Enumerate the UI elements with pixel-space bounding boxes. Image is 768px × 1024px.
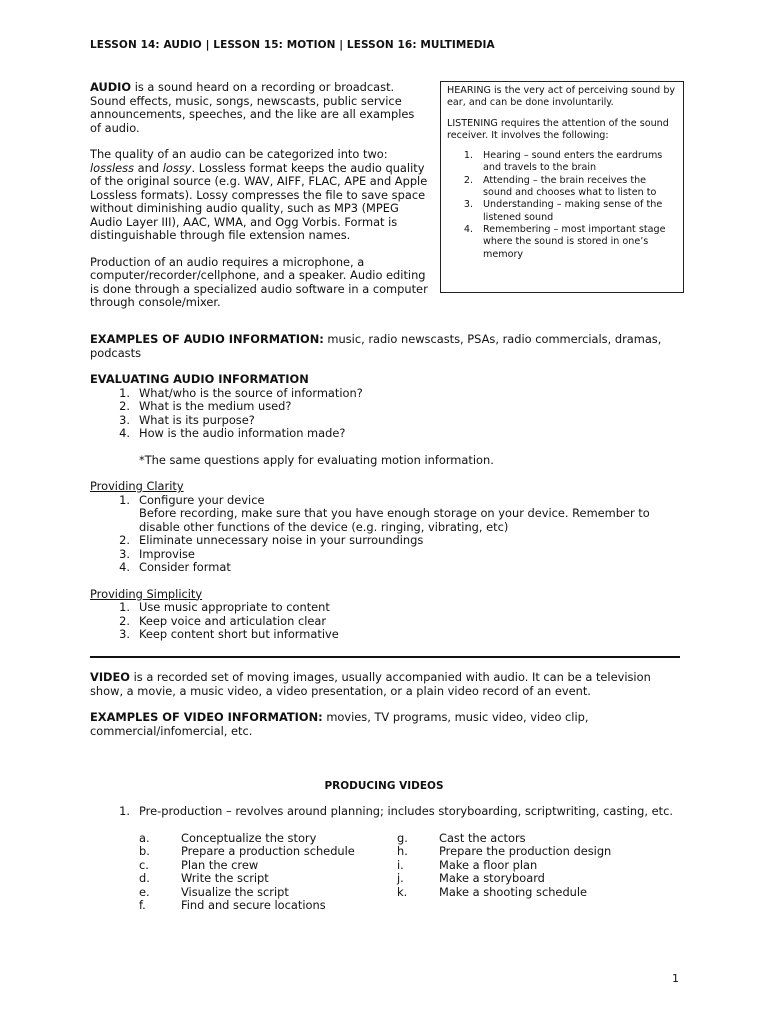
simplicity-list: [90, 601, 680, 642]
examples-video-label: EXAMPLES OF VIDEO INFORMATION:: [90, 710, 323, 724]
audio-examples-section: [90, 333, 680, 642]
preproduction-step: e. Visualize the script: [139, 884, 289, 899]
preproduction-step: h. Prepare the production design: [397, 844, 612, 858]
preproduction-step: f. Find and secure locations: [139, 898, 326, 912]
audio-term: AUDIO: [90, 80, 132, 94]
preproduction-step: b. Prepare a production schedule: [139, 844, 355, 858]
video-definition: VIDEO is a recorded set of moving images, usually accompanied with audio. It can be a television show, a movie, a music video, a video presentation, or a plain video record of an event.: [90, 670, 651, 698]
preproduction-step: i. Make a floor plan: [397, 857, 538, 872]
steps-left-column: [139, 832, 397, 913]
listening-step: 4. Remembering – most important stage where the sound is stored in one’s memory: [463, 223, 666, 260]
producing-videos-title: PRODUCING VIDEOS: [324, 780, 444, 792]
evaluating-item: 3. What is its purpose?: [119, 412, 255, 427]
audio-definition: AUDIO is a sound heard on a recording or broadcast. Sound effects, music, songs, newscasts, public service announcements, speeches, and the like are all examples of audio.: [90, 80, 415, 135]
section-divider: [90, 656, 680, 658]
evaluating-item: 4. How is the audio information made?: [119, 426, 346, 440]
clarity-list: [90, 494, 680, 575]
clarity-title: Providing Clarity: [90, 479, 184, 493]
listening-definition: LISTENING requires the attention of the sound receiver. It involves the following:: [447, 117, 669, 141]
clarity-subtext: Before recording, make sure that you have enough storage on your device. Remember to disable other functions of the device (e.g. ringing, vibrating, etc): [139, 506, 650, 534]
preproduction-steps: [90, 832, 680, 913]
preproduction-step: c. Plan the crew: [139, 857, 259, 872]
audio-production: Production of an audio requires a microphone, a computer/recorder/cellphone, and a speaker. Audio editing is done through a specialized audio software in a computer through console/mixer.: [90, 254, 428, 309]
evaluating-note: *The same questions apply for evaluating motion information.: [139, 452, 494, 467]
simplicity-title: Providing Simplicity: [90, 586, 203, 601]
listening-step: 2. Attending – the brain receives the sound and chooses what to listen to: [463, 174, 657, 199]
steps-right-column: [397, 832, 655, 913]
listening-steps: [447, 150, 677, 261]
lossy-term: lossy: [162, 160, 192, 175]
lossless-term: lossless: [90, 160, 135, 175]
evaluating-list: [90, 387, 680, 441]
audio-intro: [90, 81, 428, 310]
audio-quality: The quality of an audio can be categorized into two: lossless and lossy. Lossless format keeps the audio quality of the original source (e.g. WAV, AIFF, FLAC, APE and Apple Lossless formats). Lossy compresses the file to save space without diminishing audio quality, such as MP3 (MPEG Audio Layer III), AAC, WMA, and Ogg Vorbis. Format is distinguishable through file extension names.: [90, 147, 428, 242]
preproduction-step: d. Write the script: [139, 871, 269, 885]
page-number: 1: [672, 972, 679, 985]
examples-video: EXAMPLES OF VIDEO INFORMATION: movies, TV programs, music video, video clip, commercial/infomercial, etc.: [90, 710, 589, 738]
video-term: VIDEO: [90, 670, 130, 684]
clarity-item: 4. Consider format: [119, 560, 231, 574]
evaluating-title: EVALUATING AUDIO INFORMATION: [90, 372, 309, 386]
clarity-item: 1. Configure your device: [119, 492, 265, 507]
preproduction-item: 1. Pre-production – revolves around planning; includes storyboarding, scriptwriting, casting, etc.: [119, 804, 673, 818]
clarity-item: 3. Improvise: [119, 546, 195, 561]
hearing-listening-box: [440, 81, 684, 293]
preproduction-step: j. Make a storyboard: [397, 871, 545, 885]
video-section: [90, 671, 680, 738]
evaluating-item: 1. What/who is the source of information?: [119, 385, 363, 400]
preproduction-step: g. Cast the actors: [397, 830, 526, 845]
simplicity-item: 1. Use music appropriate to content: [119, 600, 330, 614]
page-header: LESSON 14: AUDIO | LESSON 15: MOTION | LESSON 16: MULTIMEDIA: [90, 39, 495, 51]
evaluating-item: 2. What is the medium used?: [119, 399, 292, 413]
clarity-item: 2. Eliminate unnecessary noise in your surroundings: [119, 533, 424, 547]
preproduction-step: a. Conceptualize the story: [139, 830, 317, 845]
simplicity-item: 3. Keep content short but informative: [119, 627, 339, 641]
hearing-definition: HEARING is the very act of perceiving sound by ear, and can be done involuntarily.: [447, 85, 676, 109]
producing-section: [90, 805, 680, 913]
examples-audio-label: EXAMPLES OF AUDIO INFORMATION:: [90, 332, 324, 346]
listening-step: 1. Hearing – sound enters the eardrums and travels to the brain: [463, 150, 663, 174]
examples-audio: EXAMPLES OF AUDIO INFORMATION: music, radio newscasts, PSAs, radio commercials, dramas, podcasts: [90, 332, 662, 360]
preproduction-step: k. Make a shooting schedule: [397, 884, 588, 899]
listening-step: 3. Understanding – making sense of the listened sound: [463, 199, 663, 223]
simplicity-item: 2. Keep voice and articulation clear: [119, 613, 327, 628]
